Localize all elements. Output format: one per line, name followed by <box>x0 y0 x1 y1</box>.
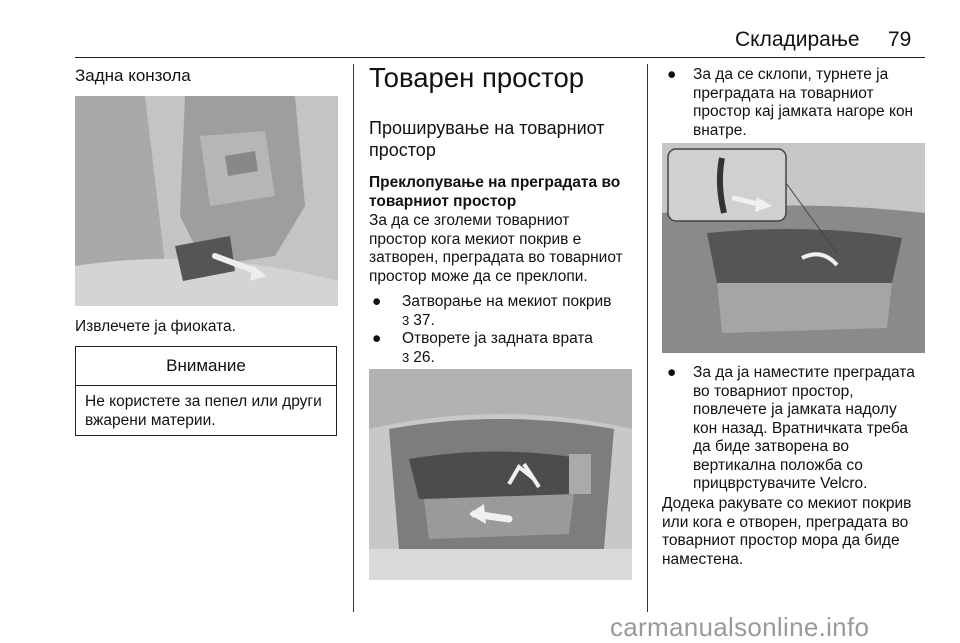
bullet-open-door: ● Отворете ја задната врата 3 26. <box>372 330 593 366</box>
rear-console-heading: Задна конзола <box>75 66 191 85</box>
warning-line: Не користете за пепел или други <box>85 393 322 410</box>
warning-title: Внимание <box>76 347 336 386</box>
warning-line: вжарени материи. <box>85 411 216 429</box>
warning-box <box>75 346 337 436</box>
running-header-title: Складирање <box>735 28 860 51</box>
page-ref-arrow-icon: 3 <box>402 349 410 365</box>
closing-paragraph: Додека ракувате со мекиот покрив или кога е отворен, преградата во товарниот простор мора да биде наместена. <box>662 495 912 568</box>
procedure-heading: Преклопување на преградата во товарниот простор <box>369 174 621 210</box>
bullet-dot: ● <box>667 66 677 83</box>
page-ref-link[interactable]: 37. <box>413 311 435 329</box>
bullet-dot: ● <box>667 364 677 381</box>
rear-console-drawer-photo <box>75 96 338 306</box>
bullet-dot: ● <box>372 293 382 310</box>
trunk-partition-photo <box>662 143 925 353</box>
page-ref-link[interactable]: 26. <box>413 348 435 366</box>
bullet-install: ● За да ја наместите преградата во товарниот простор, повлечете ја јамката надолу кон назад. Вратничката треба да биде затворена во вертикална положба со прицврстувачите Velcro. <box>667 364 915 492</box>
intro-paragraph: За да се зголеми товарниот простор кога мекиот покрив е затворен, преградата во товарниот простор може да се преклопи. <box>369 212 623 285</box>
section-title: Товарен простор <box>369 62 585 93</box>
column-divider-2 <box>647 64 648 612</box>
page-ref-arrow-icon: 3 <box>402 312 410 328</box>
warning-text <box>76 386 336 437</box>
trunk-open-photo <box>369 369 632 580</box>
bullet-close-roof: ● Затворање на мекиот покрив 3 37. <box>372 293 612 329</box>
column-divider-1 <box>353 64 354 612</box>
bullet-fold-up: ● За да се склопи, турнете ја преградата на товарниот простор кај јамката нагоре кон внатре. <box>667 66 914 139</box>
bullet-dot: ● <box>372 330 382 347</box>
header-rule <box>75 57 925 58</box>
drawer-caption: Извлечете ја фиоката. <box>75 318 236 335</box>
subsection-title: Проширување на товарниот простор <box>369 118 605 160</box>
page-number: 79 <box>888 28 912 51</box>
watermark-text: carmanualsonline.info <box>610 612 870 642</box>
